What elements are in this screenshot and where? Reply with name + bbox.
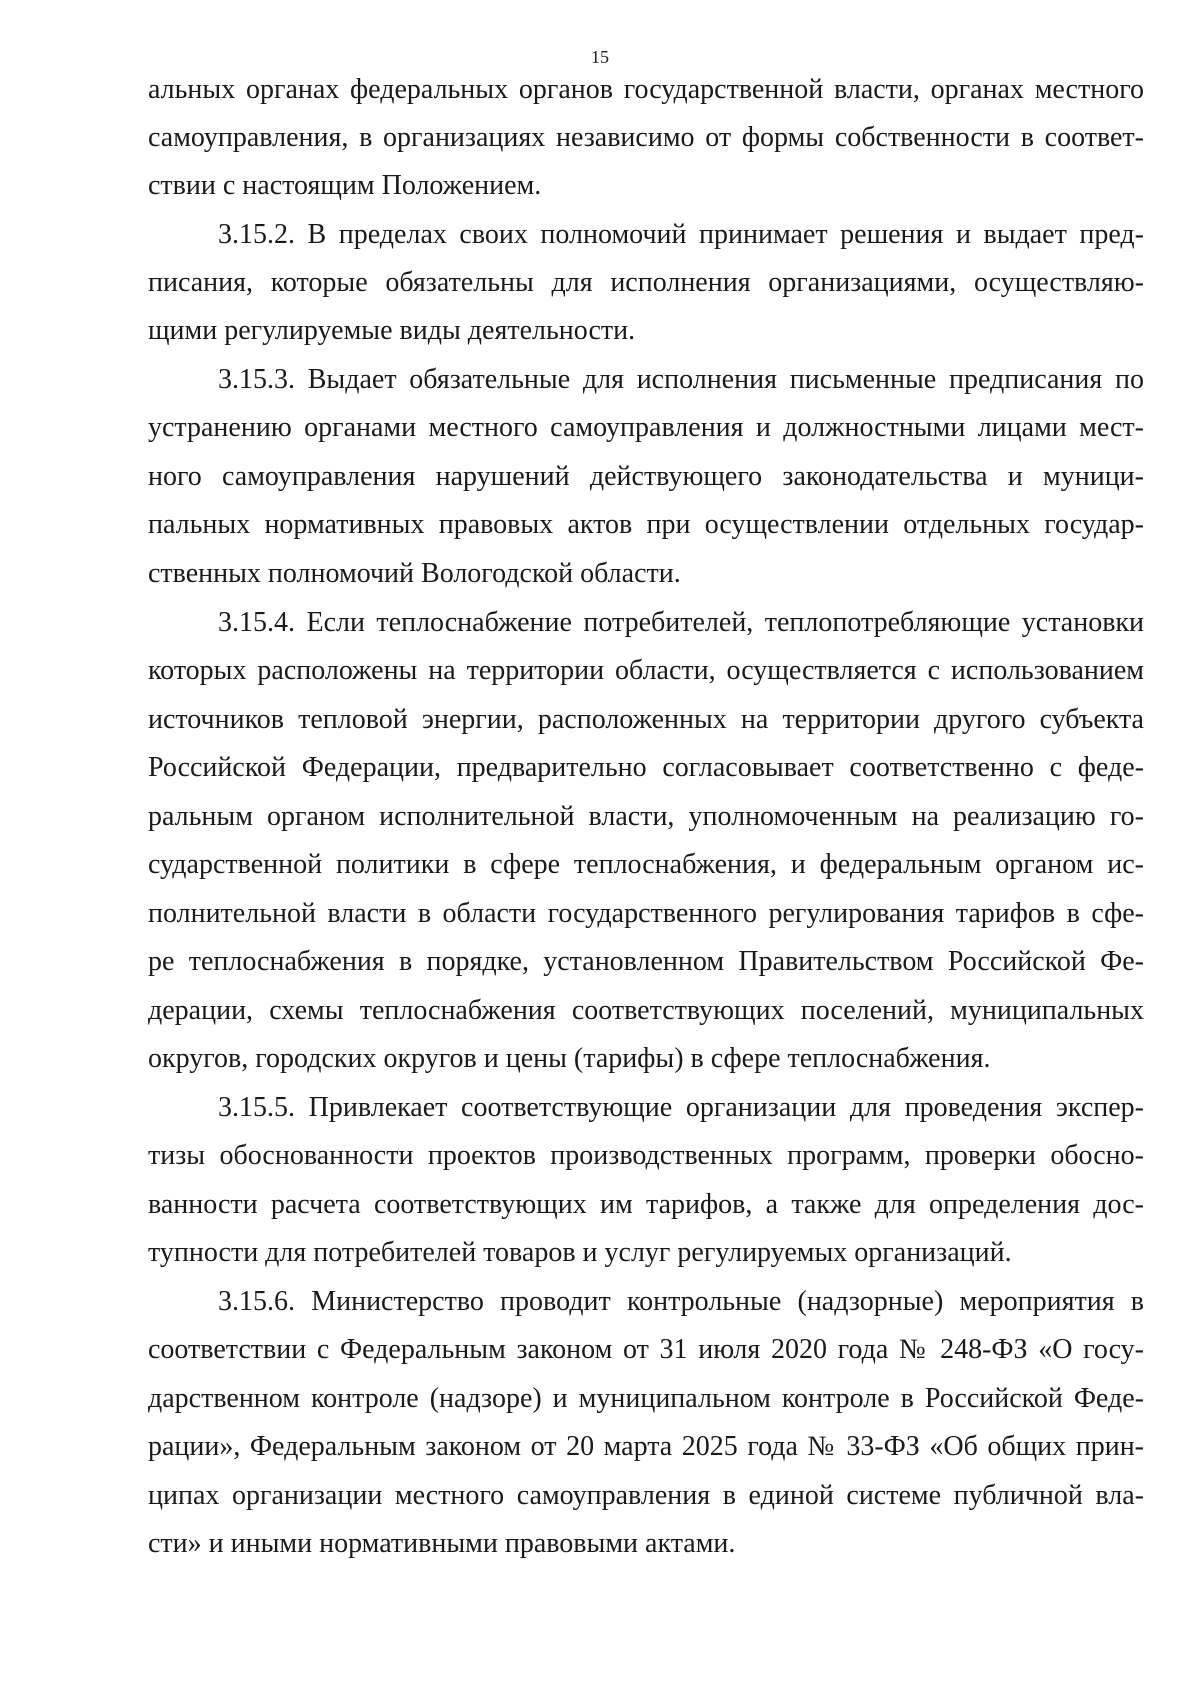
text-line: ре теплоснабжения в порядке, установленном Правительством Российской Фе- [148,946,1144,977]
paragraph-first-line: 3.15.4. Если теплоснабжение потребителей, теплопотребляющие установки [218,607,1144,638]
text-line: ральным органом исполнительной власти, уполномоченным на реализацию го- [148,801,1144,832]
text-line: тизы обоснованности проектов производственных программ, проверки обосно- [148,1140,1144,1171]
text-line: тупности для потребителей товаров и услуг регулируемых организаций. [148,1237,1012,1268]
text-line: Российской Федерации, предварительно согласовывает соответственно с феде- [148,752,1144,783]
text-line: устранению органами местного самоуправления и должностными лицами мест- [148,412,1144,443]
text-line: рации», Федеральным законом от 20 марта 2025 года № 33-ФЗ «Об общих прин- [148,1431,1144,1462]
paragraph-first-line: 3.15.6. Министерство проводит контрольные (надзорные) мероприятия в [218,1286,1144,1317]
text-line: которых расположены на территории области, осуществляется с использованием [148,655,1144,686]
text-line: дерации, схемы теплоснабжения соответствующих поселений, муниципальных [148,995,1144,1026]
paragraph-first-line: 3.15.3. Выдает обязательные для исполнения письменные предписания по [218,364,1144,395]
text-line: ного самоуправления нарушений действующего законодательства и муници- [148,461,1144,492]
text-line: дарственном контроле (надзоре) и муниципальном контроле в Российской Феде- [148,1383,1144,1414]
text-line: ципах организации местного самоуправления в единой системе публичной вла- [148,1480,1144,1511]
text-line: ственных полномочий Вологодской области. [148,558,681,589]
text-line: соответствии с Федеральным законом от 31 июля 2020 года № 248-ФЗ «О госу- [148,1334,1144,1365]
text-line: полнительной власти в области государственного регулирования тарифов в сфе- [148,898,1144,929]
text-line: ствии с настоящим Положением. [148,170,542,201]
page-number: 15 [591,47,609,67]
paragraph-first-line: 3.15.5. Привлекает соответствующие организации для проведения экспер- [218,1092,1144,1123]
text-line: пальных нормативных правовых актов при осуществлении отдельных государ- [148,509,1144,540]
text-line: источников тепловой энергии, расположенных на территории другого субъекта [148,704,1144,735]
text-line: округов, городских округов и цены (тарифы) в сфере теплоснабжения. [148,1043,991,1074]
text-line: сти» и иными нормативными правовыми актами. [148,1528,736,1559]
text-line: сударственной политики в сфере теплоснабжения, и федеральным органом ис- [148,849,1144,880]
text-line: ванности расчета соответствующих им тарифов, а также для определения дос- [148,1189,1144,1220]
text-line: писания, которые обязательны для исполнения организациями, осуществляю- [148,267,1144,298]
paragraph-first-line: 3.15.2. В пределах своих полномочий принимает решения и выдает пред- [218,219,1144,250]
text-line: щими регулируемые виды деятельности. [148,315,636,346]
text-line: самоуправления, в организациях независимо от формы собственности в соответ- [148,122,1144,153]
text-line: альных органах федеральных органов государственной власти, органах местного [148,74,1144,105]
